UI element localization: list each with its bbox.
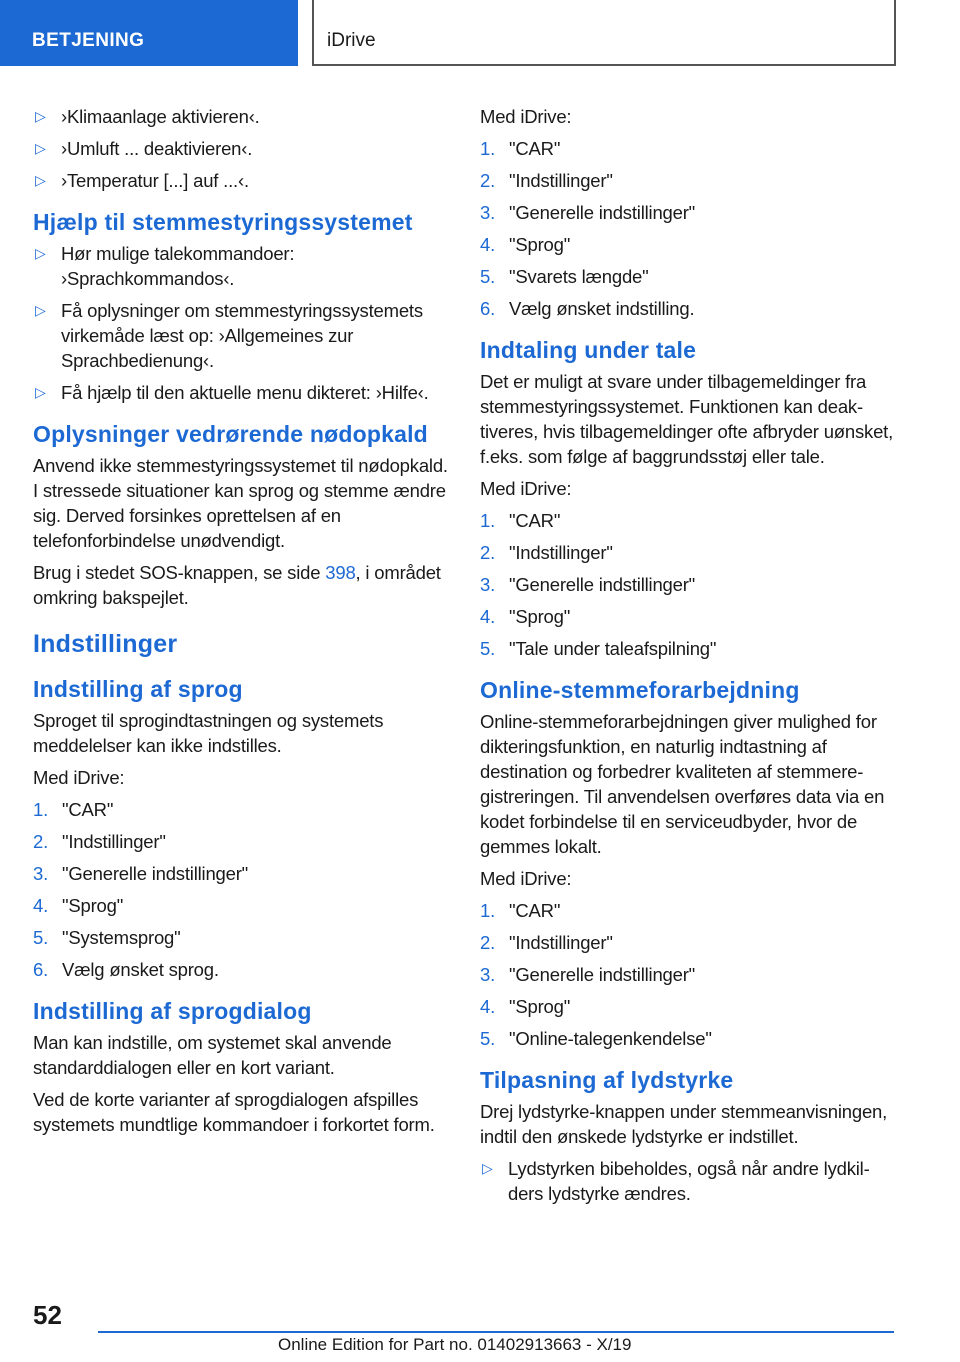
step-number: 4. (480, 606, 496, 627)
list-item: ▷ Få oplysninger om stemmestyringssystemets virkemåde læst op: ›Allgemeines zur Sprachbedienung‹. (35, 300, 423, 371)
page-number: 52 (33, 1300, 62, 1330)
step-item: 2. "Indstillinger" (480, 932, 613, 953)
paragraph: Man kan indstille, om systemet skal anvende standarddialogen eller en kort variant. (33, 1032, 392, 1078)
heading-help: Hjælp til stemmestyringssystemet (33, 209, 413, 235)
step-number: 5. (480, 638, 496, 659)
step-number: 3. (480, 202, 496, 223)
paragraph: Ved de korte varianter af sprogdialogen afspilles systemets mundtlige kommandoer i forkortet form. (33, 1089, 435, 1135)
right-column (480, 104, 898, 1213)
step-item: 3. "Generelle indstillinger" (480, 202, 696, 223)
step-item: 4. "Sprog" (33, 895, 124, 916)
step-item: 5. "Systemsprog" (33, 927, 181, 948)
list-item: ▷ Hør mulige talekommandoer: ›Sprachkommandos‹. (35, 243, 295, 289)
paragraph: Med iDrive: (480, 106, 572, 127)
step-item: 1. "CAR" (480, 138, 561, 159)
step-number: 4. (33, 895, 49, 916)
list-item: ▷ ›Umluft ... deaktivieren‹. (35, 138, 253, 159)
bullet-list (33, 104, 451, 193)
triangle-bullet-icon: ▷ (482, 1160, 493, 1176)
step-number: 4. (480, 996, 496, 1017)
step-item: 4. "Sprog" (480, 996, 571, 1017)
step-item: 5. "Online-talegenkendelse" (480, 1028, 712, 1049)
paragraph: Brug i stedet SOS-knappen, se side 398, i området omkring bakspejlet. (33, 562, 441, 608)
step-number: 1. (480, 138, 496, 159)
triangle-bullet-icon: ▷ (35, 302, 46, 318)
step-item: 1. "CAR" (480, 510, 561, 531)
step-number: 6. (33, 959, 49, 980)
chapter-tab (312, 0, 896, 66)
step-number: 2. (480, 542, 496, 563)
step-list (33, 797, 451, 982)
chapter-title: iDrive (327, 30, 376, 51)
step-number: 3. (33, 863, 49, 884)
list-item: ▷ Lydstyrken bibeholdes, også når andre lydkilders lydstyrke ændres. (482, 1158, 870, 1204)
triangle-bullet-icon: ▷ (35, 384, 46, 400)
heading-dialog: Indstilling af sprogdialog (33, 998, 312, 1024)
step-item: 5. "Svarets længde" (480, 266, 649, 287)
step-number: 1. (480, 510, 496, 531)
step-item: 2. "Indstillinger" (480, 542, 613, 563)
triangle-bullet-icon: ▷ (35, 172, 46, 188)
section-tab (0, 0, 298, 66)
paragraph: Med iDrive: (480, 478, 572, 499)
footer-divider (98, 1331, 894, 1333)
list-item: ▷ ›Temperatur [...] auf ...‹. (35, 170, 249, 191)
heading-speech: Indtaling under tale (480, 337, 697, 363)
step-number: 5. (33, 927, 49, 948)
page-reference-link[interactable]: 398 (325, 562, 356, 583)
paragraph: Sproget til sprogindtastningen og systemets meddelelser kan ikke indstilles. (33, 710, 384, 756)
step-number: 3. (480, 574, 496, 595)
step-list (480, 508, 898, 661)
step-number: 2. (33, 831, 49, 852)
left-column (33, 104, 451, 1144)
section-title: BETJENING (32, 30, 145, 51)
triangle-bullet-icon: ▷ (35, 108, 46, 124)
step-number: 1. (33, 799, 49, 820)
step-item: 3. "Generelle indstillinger" (480, 574, 696, 595)
step-item: 6. Vælg ønsket sprog. (33, 959, 219, 980)
edition-footer: Online Edition for Part no. 01402913663 - X/19 (278, 1335, 632, 1354)
step-item: 1. "CAR" (480, 900, 561, 921)
heading-language: Indstilling af sprog (33, 676, 243, 702)
heading-volume: Tilpasning af lydstyrke (480, 1067, 734, 1093)
step-item: 4. "Sprog" (480, 234, 571, 255)
bullet-list (480, 1156, 898, 1206)
step-item: 2. "Indstillinger" (33, 831, 166, 852)
paragraph: Det er muligt at svare under tilbagemeldinger fra stemmestyringssystemet. Funktionen kan deaktiveres, hvis tilbagemeldinger ofte afbryder uønsket, f.eks. som følge af baggrundsstøj eller tale. (480, 371, 894, 467)
heading-online: Online-stemmeforarbejdning (480, 677, 800, 703)
step-item: 3. "Generelle indstillinger" (33, 863, 249, 884)
heading-emergency: Oplysninger vedrørende nødopkald (33, 421, 428, 447)
step-item: 6. Vælg ønsket indstilling. (480, 298, 695, 319)
step-list (480, 898, 898, 1051)
step-number: 5. (480, 1028, 496, 1049)
triangle-bullet-icon: ▷ (35, 245, 46, 261)
step-number: 1. (480, 900, 496, 921)
paragraph: Med iDrive: (33, 767, 125, 788)
step-list (480, 136, 898, 321)
step-number: 6. (480, 298, 496, 319)
bullet-list (33, 241, 451, 405)
step-item: 3. "Generelle indstillinger" (480, 964, 696, 985)
step-number: 2. (480, 932, 496, 953)
paragraph: Med iDrive: (480, 868, 572, 889)
step-number: 4. (480, 234, 496, 255)
paragraph: Drej lydstyrke-knappen under stemmeanvisningen, indtil den ønskede lydstyrke er indstillet. (480, 1101, 888, 1147)
step-item: 2. "Indstillinger" (480, 170, 613, 191)
step-item: 1. "CAR" (33, 799, 114, 820)
list-item: ▷ ›Klimaanlage aktivieren‹. (35, 106, 260, 127)
step-number: 2. (480, 170, 496, 191)
step-item: 5. "Tale under taleafspilning" (480, 638, 717, 659)
step-number: 3. (480, 964, 496, 985)
step-item: 4. "Sprog" (480, 606, 571, 627)
paragraph: Online-stemmeforarbejdningen giver mulighed for dikteringsfunktion, en naturlig indtastning af destination og forbedrer kvaliteten af stemmeregistreringen. Til anvendelsen overføres data via en kodet forbindelse til en serviceudbyder, hvor de gemmes lokalt. (480, 711, 885, 857)
heading-settings: Indstillinger (33, 630, 178, 658)
paragraph: Anvend ikke stemmestyringssystemet til nødopkald. I stressede situationer kan sprog og stemme ændre sig. Derved forsinkes oprettelsen af en telefonforbindelse unødvendigt. (33, 455, 448, 551)
step-number: 5. (480, 266, 496, 287)
list-item: ▷ Få hjælp til den aktuelle menu dikteret: ›Hilfe‹. (35, 382, 429, 403)
triangle-bullet-icon: ▷ (35, 140, 46, 156)
